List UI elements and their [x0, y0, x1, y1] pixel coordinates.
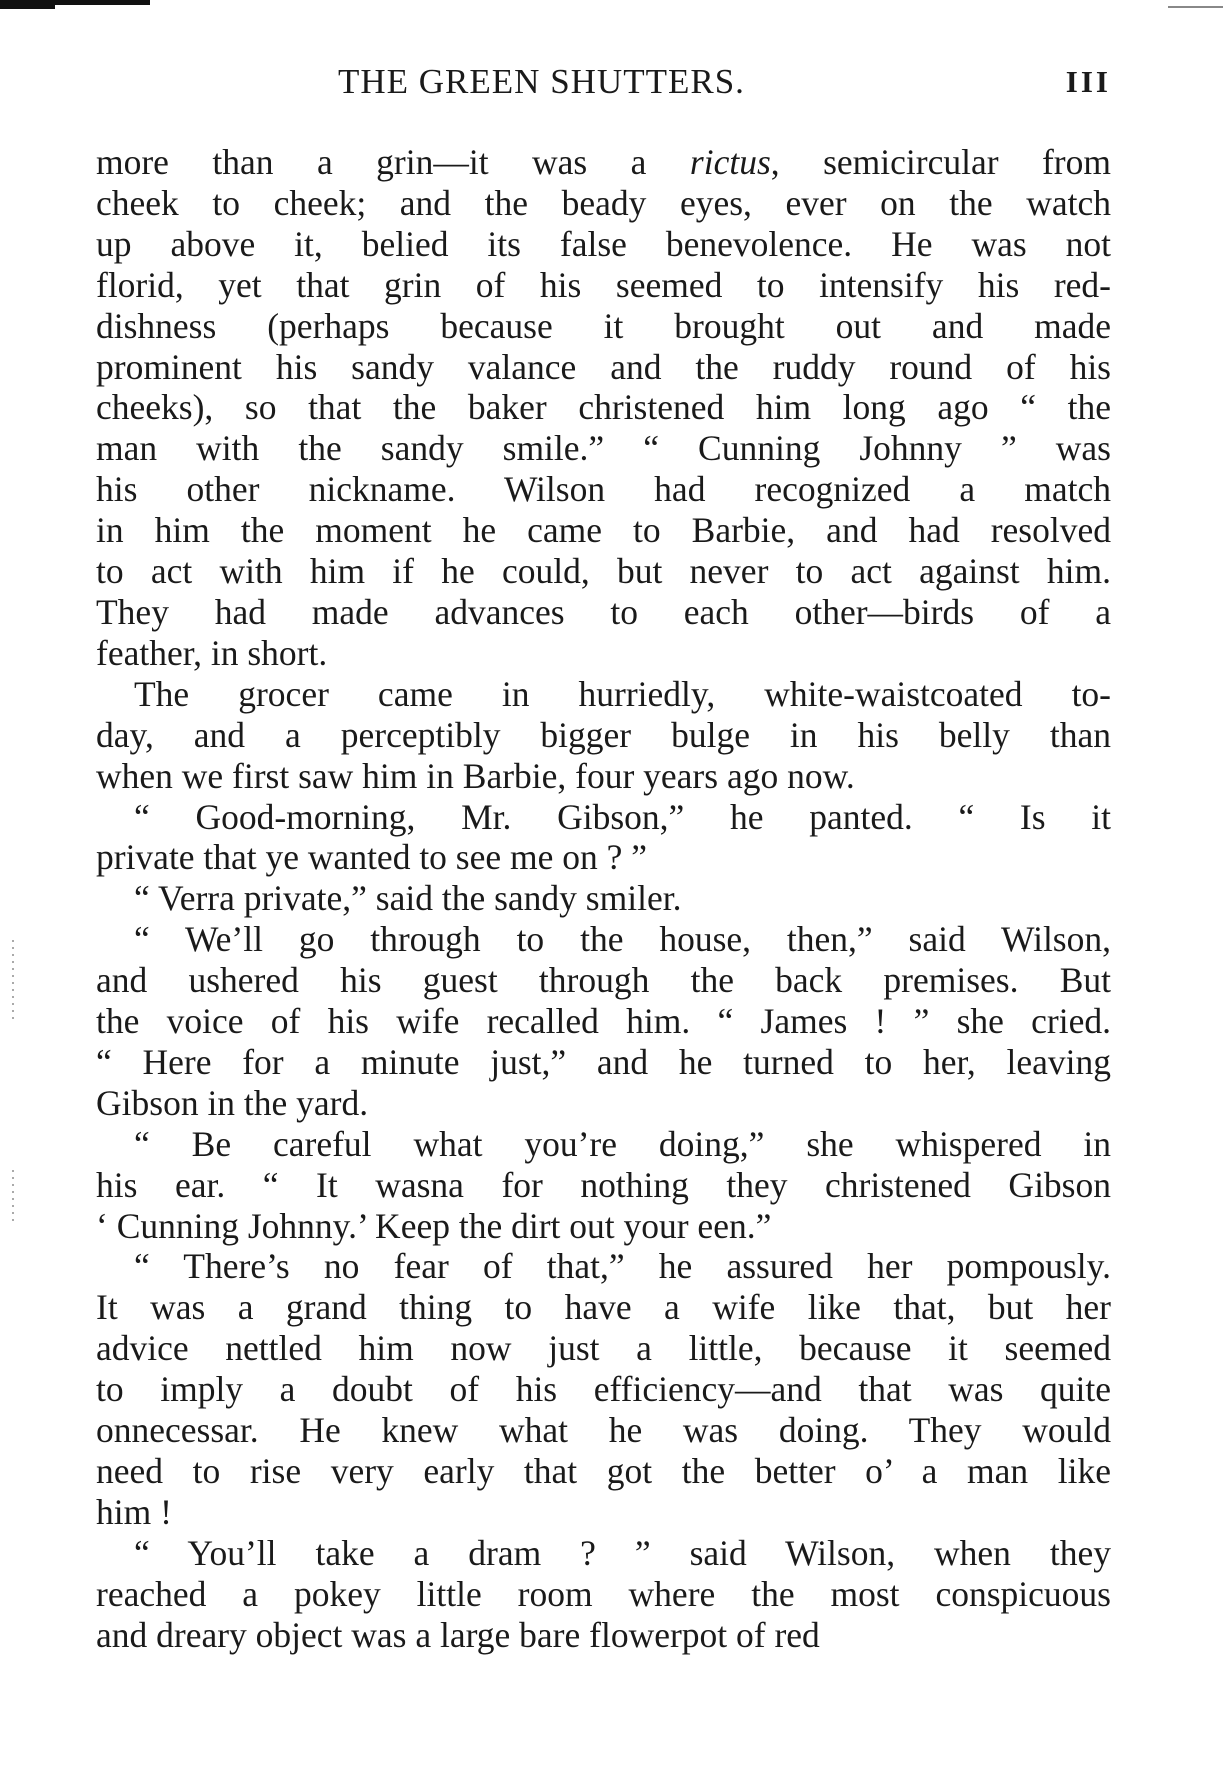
- text-line: up above it, belied its false benevolence. He was not: [96, 223, 1111, 264]
- text-line: “ There’s no fear of that,” he assured her pompously.: [134, 1246, 1111, 1287]
- text-line: private that ye wanted to see me on ? ”: [96, 837, 648, 878]
- paragraph: [96, 674, 1111, 797]
- text-line: feather, in short.: [96, 632, 328, 673]
- text-line: day, and a perceptibly bigger bulge in his belly than: [96, 714, 1111, 755]
- paragraph: [96, 1124, 1111, 1247]
- text-line: man with the sandy smile.” “ Cunning Johnny ” was: [96, 428, 1111, 469]
- text-line: “ We’ll go through to the house, then,” said Wilson,: [134, 919, 1111, 960]
- text-line: ‘ Cunning Johnny.’ Keep the dirt out your een.”: [96, 1205, 772, 1246]
- text-line: They had made advances to each other—birds of a: [96, 591, 1111, 632]
- text-line: “ Verra private,” said the sandy smiler.: [134, 878, 682, 919]
- paragraph: [96, 1246, 1111, 1532]
- text-line: prominent his sandy valance and the ruddy round of his: [96, 346, 1111, 387]
- text-line: more than a grin—it was a rictus, semicircular from: [96, 142, 1111, 182]
- text-line: Gibson in the yard.: [96, 1082, 369, 1123]
- text-line: cheek to cheek; and the beady eyes, ever on the watch: [96, 182, 1111, 223]
- text-line: advice nettled him now just a little, because it seemed: [96, 1328, 1111, 1369]
- text-line: It was a grand thing to have a wife like that, but her: [96, 1287, 1111, 1328]
- paragraph: [96, 142, 1111, 674]
- running-title: THE GREEN SHUTTERS.: [338, 62, 745, 101]
- paragraph: [96, 919, 1111, 1124]
- text-line: “ Here for a minute just,” and he turned to her, leaving: [96, 1041, 1111, 1082]
- scan-margin-speckles: [12, 940, 14, 1020]
- text-line: “ Be careful what you’re doing,” she whispered in: [134, 1123, 1111, 1164]
- page-header: [96, 62, 1111, 112]
- text-line: reached a pokey little room where the most conspicuous: [96, 1573, 1111, 1614]
- text-line: to imply a doubt of his efficiency—and that was quite: [96, 1369, 1111, 1410]
- page-number: III: [1065, 64, 1111, 99]
- text-line: him !: [96, 1491, 172, 1532]
- paragraph: [96, 878, 1111, 919]
- paragraph: [96, 797, 1111, 879]
- text-line: and ushered his guest through the back premises. But: [96, 960, 1111, 1001]
- scan-margin-speckles: [12, 1170, 14, 1225]
- text-line: onnecessar. He knew what he was doing. They would: [96, 1410, 1111, 1451]
- text-line: “ You’ll take a dram ? ” said Wilson, when they: [134, 1532, 1111, 1573]
- text-line: his ear. “ It wasna for nothing they christened Gibson: [96, 1164, 1111, 1205]
- text-line: the voice of his wife recalled him. “ James ! ” she cried.: [96, 1001, 1111, 1042]
- text-line: when we first saw him in Barbie, four years ago now.: [96, 755, 855, 796]
- text-line: florid, yet that grin of his seemed to intensify his red-: [96, 264, 1111, 305]
- italic-word: rictus: [689, 142, 771, 182]
- scan-corner-mark: [0, 0, 150, 5]
- text-line: “ Good-morning, Mr. Gibson,” he panted. “ Is it: [134, 796, 1111, 837]
- text-line: need to rise very early that got the better o’ a man like: [96, 1451, 1111, 1491]
- text-line: in him the moment he came to Barbie, and had resolved: [96, 510, 1111, 551]
- scan-edge-rule: [1168, 6, 1223, 8]
- text-line: and dreary object was a large bare flowerpot of red: [96, 1614, 820, 1655]
- text-line: his other nickname. Wilson had recognized a match: [96, 469, 1111, 510]
- paragraph: [96, 1533, 1111, 1656]
- text-line: to act with him if he could, but never to act against him.: [96, 551, 1111, 592]
- body-text: [96, 142, 1111, 1656]
- text-line: dishness (perhaps because it brought out and made: [96, 305, 1111, 346]
- text-line: cheeks), so that the baker christened him long ago “ the: [96, 387, 1111, 428]
- text-line: The grocer came in hurriedly, white-waistcoated to-: [134, 673, 1111, 714]
